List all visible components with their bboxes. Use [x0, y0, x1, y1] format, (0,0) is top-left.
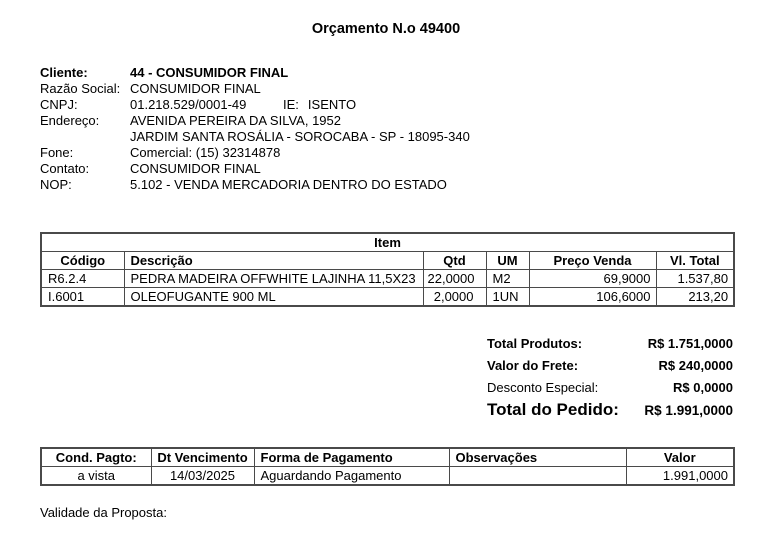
items-group-header: Item: [41, 233, 734, 252]
razao-label: Razão Social:: [40, 81, 121, 96]
page-title: Orçamento N.o 49400: [311, 21, 461, 37]
total-pedido-value: R$ 1.991,0000: [644, 403, 733, 418]
col-header-total: Vl. Total: [656, 252, 734, 270]
items-table: [40, 232, 735, 307]
customer-line-cnpj: [40, 97, 772, 113]
item-total: 213,20: [656, 288, 734, 307]
item-descricao: PEDRA MADEIRA OFFWHITE LAJINHA 11,5X23: [124, 270, 423, 288]
fone-label: Fone:: [40, 145, 74, 160]
cliente-label: Cliente:: [40, 65, 88, 80]
payment-obs: [449, 467, 626, 486]
customer-info: [40, 65, 772, 193]
col-header-dt-vencimento: Dt Vencimento: [151, 448, 254, 467]
col-header-cond-pagto: Cond. Pagto:: [41, 448, 151, 467]
customer-line-endereco2: [40, 129, 772, 145]
table-row: [41, 467, 734, 486]
cnpj-value: 01.218.529/0001-49: [130, 97, 247, 112]
total-pedido-label: Total do Pedido:: [487, 400, 619, 419]
item-qtd: 2,0000: [423, 288, 486, 307]
payment-forma: Aguardando Pagamento: [254, 467, 449, 486]
item-qtd: 22,0000: [423, 270, 486, 288]
nop-label: NOP:: [40, 177, 72, 192]
item-total: 1.537,80: [656, 270, 734, 288]
validade-label: Validade da Proposta:: [40, 505, 167, 520]
desconto-label: Desconto Especial:: [487, 380, 599, 395]
col-header-valor: Valor: [626, 448, 734, 467]
customer-line-cliente: [40, 65, 772, 81]
razao-value: CONSUMIDOR FINAL: [130, 81, 261, 96]
cliente-value: 44 - CONSUMIDOR FINAL: [130, 65, 289, 80]
table-row: [41, 288, 734, 307]
desconto-row: [487, 377, 733, 399]
item-preco: 69,9000: [529, 270, 656, 288]
endereco-label: Endereço:: [40, 113, 100, 128]
customer-line-nop: [40, 177, 772, 193]
total-produtos-label: Total Produtos:: [487, 336, 583, 351]
endereco-line1: AVENIDA PEREIRA DA SILVA, 1952: [130, 113, 341, 128]
customer-line-endereco: [40, 113, 772, 129]
valor-frete-value: R$ 240,0000: [658, 358, 733, 373]
col-header-codigo: Código: [41, 252, 124, 270]
col-header-forma-pagamento: Forma de Pagamento: [254, 448, 449, 467]
payment-header-row: [41, 448, 734, 467]
valor-frete-label: Valor do Frete:: [487, 358, 579, 373]
payment-table: [40, 447, 735, 486]
item-descricao: OLEOFUGANTE 900 ML: [124, 288, 423, 307]
col-header-qtd: Qtd: [423, 252, 486, 270]
col-header-um: UM: [486, 252, 529, 270]
desconto-value: R$ 0,0000: [673, 380, 733, 395]
payment-valor: 1.991,0000: [626, 467, 734, 486]
items-header-row: [41, 252, 734, 270]
col-header-descricao: Descrição: [124, 252, 423, 270]
customer-line-fone: [40, 145, 772, 161]
total-produtos-value: R$ 1.751,0000: [647, 336, 733, 351]
fone-value: Comercial: (15) 32314878: [130, 145, 281, 160]
payment-cond: a vista: [41, 467, 151, 486]
item-codigo: I.6001: [41, 288, 124, 307]
customer-line-contato: [40, 161, 772, 177]
items-group-header-row: [41, 233, 734, 252]
valor-frete-row: [487, 355, 733, 377]
endereco-line2: JARDIM SANTA ROSÁLIA - SOROCABA - SP - 18095-340: [130, 129, 470, 144]
col-header-observacoes: Observações: [449, 448, 626, 467]
ie-value: ISENTO: [307, 97, 357, 112]
total-pedido-row: [487, 400, 733, 420]
contato-label: Contato:: [40, 161, 90, 176]
nop-value: 5.102 - VENDA MERCADORIA DENTRO DO ESTADO: [130, 177, 447, 192]
table-row: [41, 270, 734, 288]
cnpj-label: CNPJ:: [40, 97, 78, 112]
totals-block: [487, 333, 733, 420]
contato-value: CONSUMIDOR FINAL: [130, 161, 261, 176]
total-produtos-row: [487, 333, 733, 355]
col-header-preco: Preço Venda: [529, 252, 656, 270]
ie-label: IE:: [283, 97, 299, 112]
item-um: M2: [486, 270, 529, 288]
payment-vencimento: 14/03/2025: [151, 467, 254, 486]
item-preco: 106,6000: [529, 288, 656, 307]
item-codigo: R6.2.4: [41, 270, 124, 288]
customer-line-razao: [40, 81, 772, 97]
item-um: 1UN: [486, 288, 529, 307]
